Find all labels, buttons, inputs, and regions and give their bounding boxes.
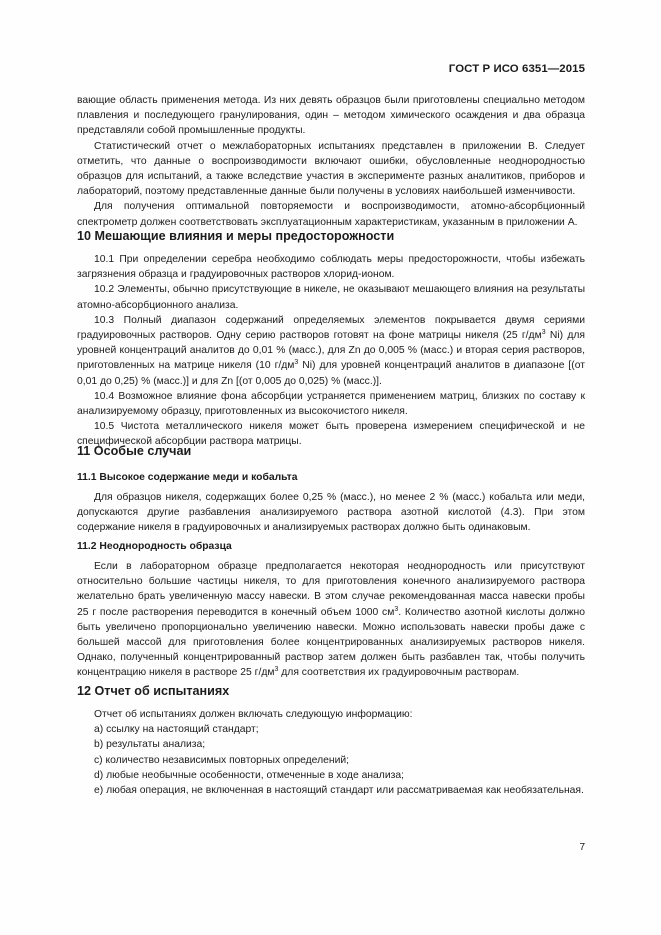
text-run: Ni) для уровней концентраций аналитов до 0,01 % (масс.), для Zn до 0,005 % (масс.) и вторая серия растворов, приготовленных на матрице никеля (10 г/дм [77,330,585,372]
superscript: 3 [541,329,546,337]
document-code-header: ГОСТ Р ИСО 6351—2015 [448,63,585,75]
subsection-11-1-heading: 11.1 Высокое содержание меди и кобальта [77,472,298,483]
list-item: e) любая операция, не включенная в настоящий стандарт или рассматриваемая как необязательная. [94,785,584,797]
subsection-11-2-heading: 11.2 Неоднородность образца [77,541,232,552]
subsection-11-2-body [77,559,585,681]
paragraph: вающие область применения метода. Из них девять образцов были приготовлены специально методом плавления и последующего гранулирования, один – методом химического осаждения и два образца представляли собой промышленные продукты. [77,95,585,137]
list-item: b) результаты анализа; [94,739,206,751]
section-10-body [77,252,585,450]
report-contents-list [77,707,585,798]
text-run: Если в лабораторном образце предполагается некоторая неоднородность или присутствуют относительно большие частицы никеля, то для приготовления конечного анализируемого раствора желательно брать увеличенную массу навески. В этом случае рекомендованная масса навески пробы 25 г после растворения переводится в конечный объем 1000 см [77,561,585,618]
section-11-heading: 11 Особые случаи [77,444,192,458]
list-item: d) любые необычные особенности, отмеченные в ходе анализа; [94,769,404,781]
paragraph: 10.4 Возможное влияние фона абсорбции устраняется применением матриц, близких по составу к анализируемому образцу, приготовленных из высокочистого никеля. [77,390,585,418]
paragraph: Для получения оптимальной повторяемости и воспроизводимости, атомно-абсорбционный спектрометр должен соответствовать эксплуатационным характеристикам, указанным в приложении А. [77,201,585,228]
text-run: . Количество азотной кислоты должно быть увеличено пропорционально увеличению навески. Можно использовать навески пробы даже с большей массой для приготовления более концентрированных анализируемых растворов никеля. Однако, полученный концентрированный раствор затем должен быть разбавлен так, чтобы получить концентрацию никеля в растворе 25 г/дм [77,606,585,679]
list-item: a) ссылку на настоящий стандарт; [94,724,259,736]
superscript: 3 [294,359,299,367]
subsection-11-1-body [77,490,585,536]
superscript: 3 [274,666,279,674]
paragraph-11-2 [77,559,585,681]
section-10-heading: 10 Мешающие влияния и меры предосторожности [77,229,395,243]
page-number: 7 [579,842,585,853]
text-run: для соответствия их градуировочным растворам. [278,667,520,679]
list-item: c) количество независимых повторных определений; [94,754,350,766]
section-12-heading: 12 Отчет об испытаниях [77,684,230,698]
paragraph: 10.2 Элементы, обычно присутствующие в никеле, не оказывают мешающего влияния на результаты атомно-абсорбционного анализа. [77,284,585,311]
text-run: Ni) для уровней концентраций аналитов в диапазоне [(от 0,01 до 0,25) % (масс.)] и для Zn [(от 0,005 до 0,025) % (масс.)]. [77,360,586,387]
superscript: 3 [394,605,399,613]
paragraph-10-3 [77,313,585,389]
paragraph: 10.5 Чистота металлического никеля может быть проверена измерением специфической и не специфической абсорбции раствора матрицы. [77,421,585,448]
paragraph: 10.1 При определении серебра необходимо соблюдать меры предосторожности, чтобы избежать загрязнения образца и градуировочных растворов хлорид-ионом. [77,254,585,281]
paragraph: Для образцов никеля, содержащих более 0,25 % (масс.), но менее 2 % (масс.) кобальта или меди, допускаются другие разбавления анализируемого раствора азотной кислотой (4.3). При этом содержание никеля в градуировочных и анализируемых растворах должно быть одинаковым. [77,492,585,534]
text-run: 10.3 Полный диапазон содержаний определяемых элементов покрывается двумя сериями градуировочных растворов. Одну серию растворов готовят на фоне матрицы никеля (25 г/дм [77,314,585,342]
list-intro: Отчет об испытаниях должен включать следующую информацию: [94,709,413,720]
paragraph: Статистический отчет о межлабораторных испытаниях представлен в приложении В. Следует отметить, что данные о воспроизводимости включают ошибки, обусловленные неоднородностью образцов для испытаний, а также вследствие участия в эксперименте разных аналитиков, приборов и лабораторий, поэтому представленные данные были получены в условиях наибольшей изменчивости. [77,140,585,198]
intro-text [77,93,585,230]
